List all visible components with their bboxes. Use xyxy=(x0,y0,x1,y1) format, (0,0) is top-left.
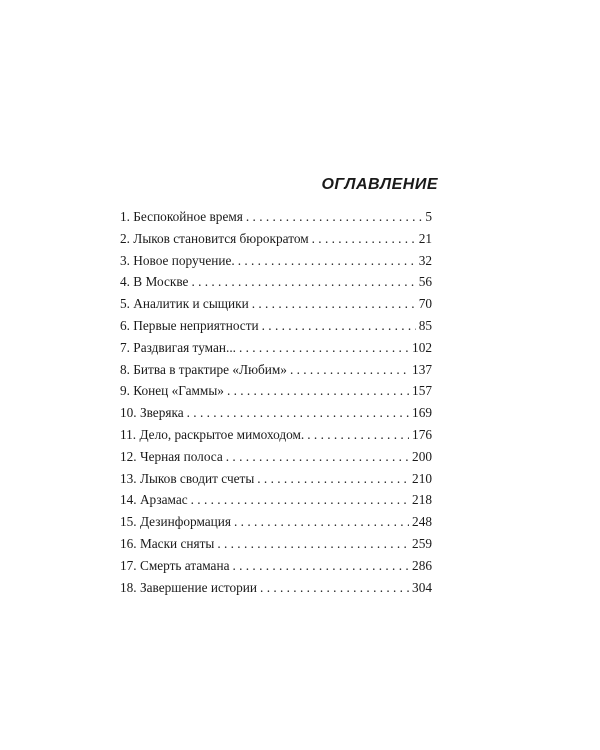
toc-entry-18 xyxy=(120,577,432,599)
toc-entry-page: 70 xyxy=(418,296,432,312)
toc-entry-page: 56 xyxy=(418,274,432,290)
toc-entry-page: 218 xyxy=(412,492,432,508)
toc-entry-10 xyxy=(120,402,432,424)
toc-entry-title: 13. Лыков сводит счеты xyxy=(120,470,255,486)
dot-leader xyxy=(191,489,409,511)
dot-leader xyxy=(191,271,415,293)
toc-list xyxy=(120,206,432,598)
toc-entry-page: 200 xyxy=(412,448,432,464)
toc-entry-17 xyxy=(120,555,432,577)
dot-leader xyxy=(307,424,409,446)
dot-leader xyxy=(260,577,409,599)
toc-entry-page: 32 xyxy=(418,252,432,268)
toc-entry-title: 10. Зверяка xyxy=(120,405,184,421)
toc-entry-page: 102 xyxy=(412,339,432,355)
dot-leader xyxy=(227,380,409,402)
toc-entry-page: 5 xyxy=(425,209,432,224)
toc-entry-title: 11. Дело, раскрытое мимоходом. xyxy=(120,426,305,442)
toc-entry-page: 21 xyxy=(418,230,432,246)
toc-entry-title: 8. Битва в трактире «Любим» xyxy=(120,361,287,377)
toc-entry-page: 304 xyxy=(412,579,432,595)
toc-entry-page: 259 xyxy=(412,535,432,551)
toc-entry-title: 16. Маски сняты xyxy=(120,535,215,551)
toc-entry-page: 248 xyxy=(412,514,432,530)
toc-entry-14 xyxy=(120,489,432,511)
toc-entry-page: 176 xyxy=(412,426,432,442)
toc-entry-2 xyxy=(120,228,432,250)
toc-entry-title: 12. Черная полоса xyxy=(120,448,223,464)
toc-entry-title: 15. Дезинформация xyxy=(120,514,232,530)
dot-leader xyxy=(257,468,409,490)
toc-entry-page: 157 xyxy=(412,383,432,399)
toc-entry-page: 169 xyxy=(412,405,432,421)
toc-entry-5 xyxy=(120,293,432,315)
toc-entry-title: 5. Аналитик и сыщики xyxy=(120,296,249,312)
toc-entry-title: 4. В Москве xyxy=(120,274,189,290)
toc-entry-1 xyxy=(120,206,432,228)
toc-entry-page: 85 xyxy=(418,317,432,333)
toc-entry-title: 2. Лыков становится бюрократом xyxy=(120,230,309,246)
dot-leader xyxy=(226,446,409,468)
toc-entry-page: 210 xyxy=(412,470,432,486)
dot-leader xyxy=(238,250,416,272)
toc-entry-16 xyxy=(120,533,432,555)
toc-entry-8 xyxy=(120,359,432,381)
toc-entry-6 xyxy=(120,315,432,337)
toc-entry-13 xyxy=(120,468,432,490)
toc-entry-page: 286 xyxy=(412,557,432,573)
dot-leader xyxy=(232,555,409,577)
toc-entry-title: 1. Беспокойное время xyxy=(120,209,243,224)
dot-leader xyxy=(312,228,416,250)
dot-leader xyxy=(262,315,416,337)
dot-leader xyxy=(187,402,409,424)
toc-entry-15 xyxy=(120,511,432,533)
toc-entry-title: 6. Первые неприятности xyxy=(120,317,259,333)
dot-leader xyxy=(246,206,422,228)
toc-entry-title: 14. Арзамас xyxy=(120,492,188,508)
toc-entry-11 xyxy=(120,424,432,446)
toc-entry-9 xyxy=(120,380,432,402)
dot-leader xyxy=(234,511,409,533)
dot-leader xyxy=(290,359,409,381)
dot-leader xyxy=(252,293,416,315)
toc-entry-title: 7. Раздвигая туман... xyxy=(120,339,236,355)
toc-heading: ОГЛАВЛЕНИЕ xyxy=(321,176,438,193)
toc-entry-title: 18. Завершение истории xyxy=(120,579,258,595)
toc-entry-page: 137 xyxy=(412,361,432,377)
toc-entry-12 xyxy=(120,446,432,468)
toc-entry-4 xyxy=(120,271,432,293)
toc-entry-title: 3. Новое поручение. xyxy=(120,252,235,268)
toc-entry-3 xyxy=(120,250,432,272)
toc-entry-title: 17. Смерть атамана xyxy=(120,557,230,573)
toc-entry-title: 9. Конец «Гаммы» xyxy=(120,383,224,399)
dot-leader xyxy=(217,533,409,555)
toc-entry-7 xyxy=(120,337,432,359)
dot-leader xyxy=(239,337,409,359)
